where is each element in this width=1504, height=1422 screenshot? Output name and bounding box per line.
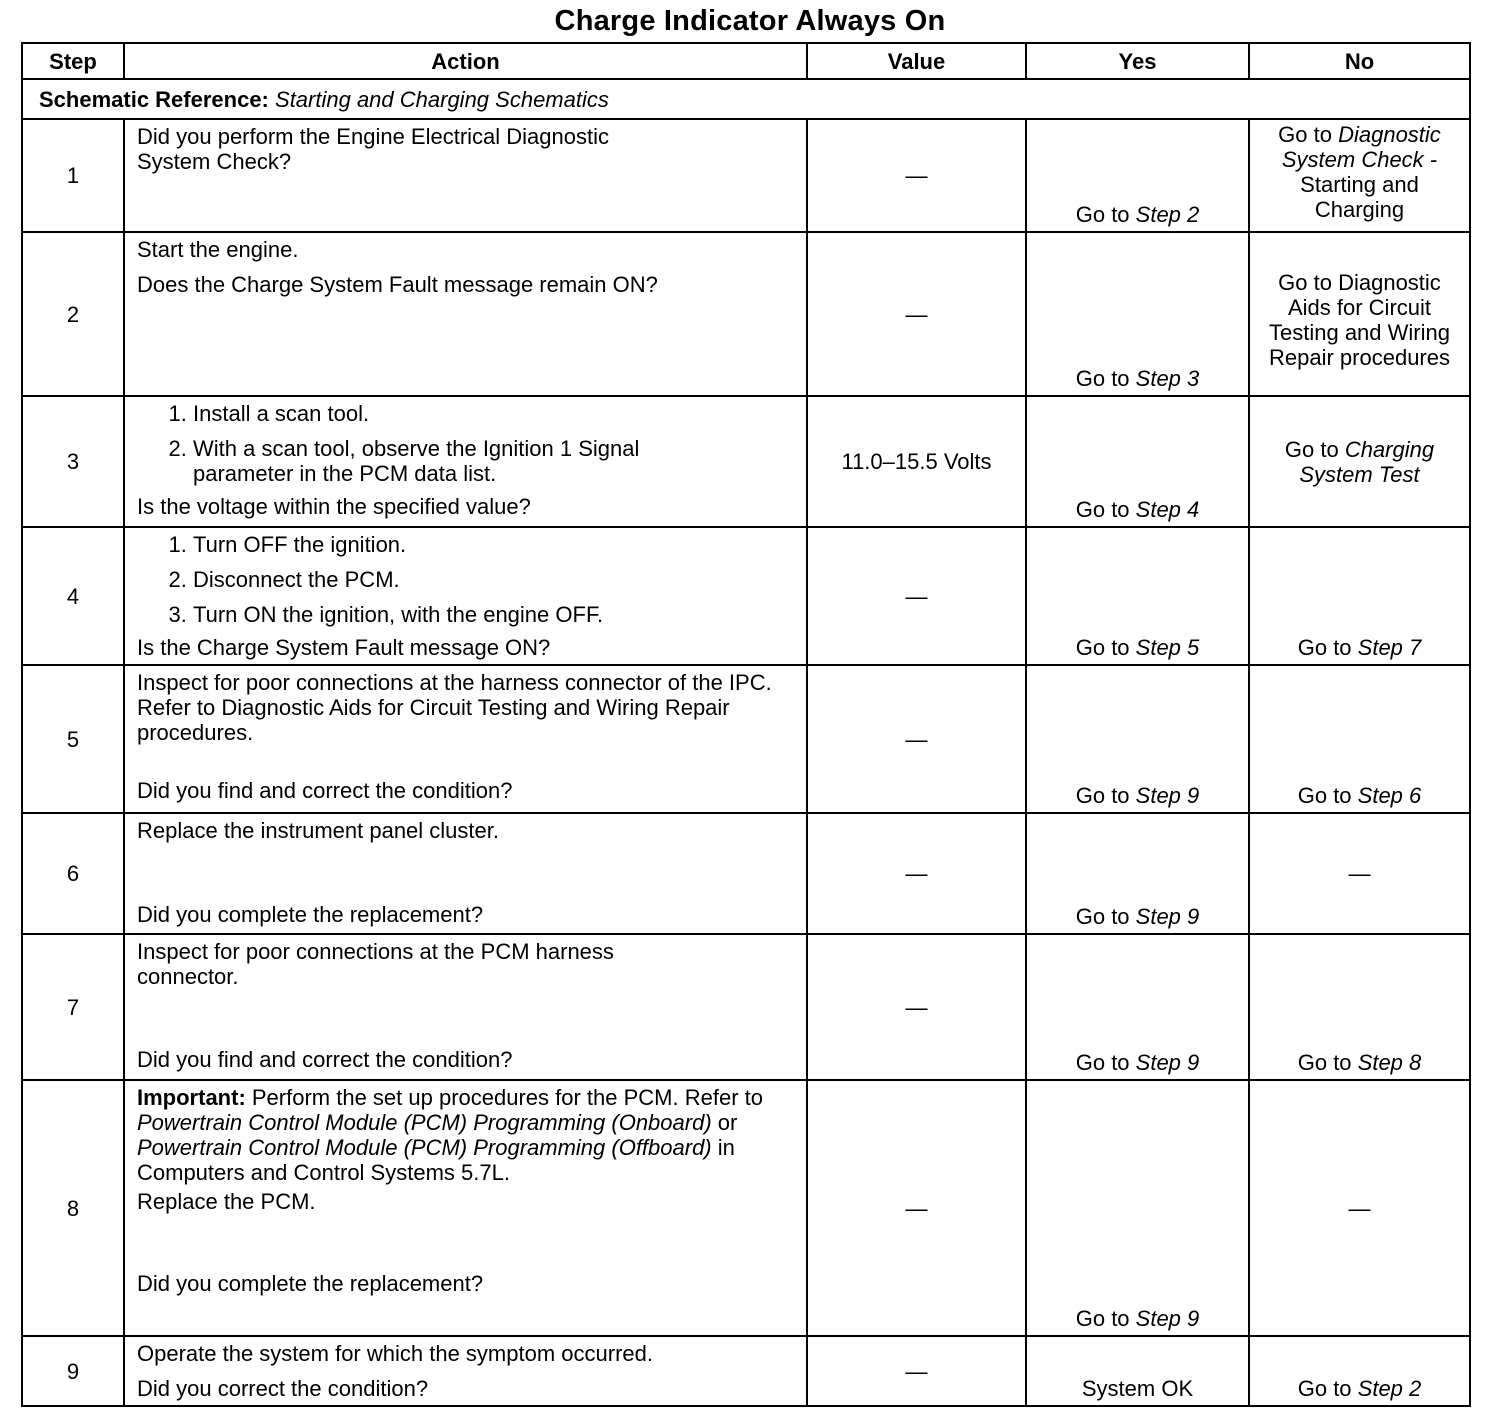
table-row (22, 119, 1470, 232)
no-link[interactable]: Step 7 (1357, 635, 1422, 660)
in-text: in Computers and Control Systems 5.7L. (137, 1135, 735, 1185)
step-number: 3 (22, 396, 124, 527)
yes-prefix: Go to (1075, 635, 1136, 660)
yes-prefix: Go to (1075, 783, 1136, 808)
value-cell: — (807, 934, 1026, 1080)
yes-cell (1026, 813, 1249, 934)
schematic-label: Schematic Reference: (39, 86, 269, 112)
no-suffix: Starting and Charging (1300, 172, 1419, 222)
no-prefix: Go to (1297, 1050, 1358, 1075)
header-row (22, 43, 1470, 79)
schematic-link[interactable]: Starting and Charging Schematics (275, 86, 609, 112)
list-item: 2. With a scan tool, observe the Ignition 1 Signal parameter in the PCM data list. (193, 436, 798, 486)
action-cell (124, 119, 807, 232)
page-title: Charge Indicator Always On (554, 5, 946, 37)
yes-link[interactable]: Step 9 (1135, 783, 1200, 808)
table-row (22, 934, 1470, 1080)
step-number: 1 (22, 119, 124, 232)
action-cell (124, 813, 807, 934)
yes-cell (1026, 527, 1249, 665)
action-cell (124, 396, 807, 527)
yes-link[interactable]: Step 4 (1135, 497, 1200, 522)
value-cell: — (807, 813, 1026, 934)
table-row (22, 665, 1470, 813)
action-text: Replace the instrument panel cluster. (137, 818, 499, 843)
action-text: Inspect for poor connections at the PCM harness connector. (137, 939, 614, 989)
value-cell: — (807, 1080, 1026, 1336)
header-action: Action (124, 43, 807, 79)
no-link[interactable]: Step 6 (1357, 783, 1422, 808)
yes-link[interactable]: Step 9 (1135, 1306, 1200, 1331)
yes-prefix: Go to (1075, 366, 1136, 391)
list-item: 2. Disconnect the PCM. (193, 567, 798, 592)
value-cell: — (807, 527, 1026, 665)
no-cell (1249, 232, 1470, 396)
yes-link[interactable]: Step 3 (1135, 366, 1200, 391)
yes-cell (1026, 1080, 1249, 1336)
value-cell: — (807, 119, 1026, 232)
no-cell (1249, 665, 1470, 813)
yes-cell (1026, 119, 1249, 232)
no-link[interactable]: Step 8 (1357, 1050, 1422, 1075)
step-number: 7 (22, 934, 124, 1080)
yes-link[interactable]: Step 5 (1135, 635, 1200, 660)
important-text: Perform the set up procedures for the PCM. Refer to (245, 1085, 763, 1110)
no-cell (1249, 934, 1470, 1080)
no-text[interactable]: Go to Diagnostic Aids for Circuit Testing and Wiring Repair procedures (1269, 270, 1450, 370)
action-text: Inspect for poor connections at the harness connector of the IPC. Refer to Diagnostic Aids for Circuit Testing and Wiring Repair procedures. (137, 670, 772, 745)
no-cell (1249, 1336, 1470, 1406)
no-link[interactable]: Diagnostic System Check - (1281, 122, 1441, 172)
header-step: Step (22, 43, 124, 79)
yes-cell (1026, 232, 1249, 396)
action-question: Did you correct the condition? (137, 1376, 429, 1401)
header-value: Value (807, 43, 1026, 79)
yes-cell (1026, 396, 1249, 527)
table-row (22, 527, 1470, 665)
diagnostic-table (21, 42, 1471, 1407)
yes-prefix: Go to (1075, 497, 1136, 522)
table-row (22, 396, 1470, 527)
step-number: 6 (22, 813, 124, 934)
action-question: Is the Charge System Fault message ON? (137, 635, 551, 660)
yes-cell (1026, 665, 1249, 813)
action-question: Did you complete the replacement? (137, 902, 484, 927)
step-number: 9 (22, 1336, 124, 1406)
action-cell (124, 1080, 807, 1336)
action-cell (124, 232, 807, 396)
reference-link-offboard[interactable]: Powertrain Control Module (PCM) Programming (Offboard) (137, 1135, 712, 1160)
no-cell (1249, 396, 1470, 527)
list-item: 1. Turn OFF the ignition. (193, 532, 798, 557)
yes-link[interactable]: Step 9 (1135, 1050, 1200, 1075)
no-cell (1249, 119, 1470, 232)
yes-link[interactable]: Step 9 (1135, 904, 1200, 929)
step-number: 5 (22, 665, 124, 813)
important-label: Important: (137, 1085, 246, 1110)
no-prefix: Go to (1297, 783, 1358, 808)
no-link[interactable]: Charging System Test (1299, 436, 1435, 487)
value-cell: — (807, 232, 1026, 396)
action-cell (124, 665, 807, 813)
action-cell (124, 1336, 807, 1406)
yes-prefix: Go to (1075, 904, 1136, 929)
value-cell: 11.0–15.5 Volts (807, 396, 1026, 527)
schematic-row (22, 79, 1470, 119)
action-question: Did you complete the replacement? (137, 1271, 484, 1296)
action-question: Does the Charge System Fault message remain ON? (137, 272, 658, 297)
yes-prefix: Go to (1075, 1050, 1136, 1075)
no-cell (1249, 527, 1470, 665)
yes-link[interactable]: Step 2 (1135, 202, 1200, 227)
yes-prefix: Go to (1075, 1306, 1136, 1331)
action-list (137, 532, 798, 627)
no-prefix: Go to (1284, 436, 1345, 462)
step-number: 4 (22, 527, 124, 665)
table-row (22, 1336, 1470, 1406)
header-no: No (1249, 43, 1470, 79)
action-text: Operate the system for which the symptom occurred. (137, 1341, 653, 1366)
table-row (22, 813, 1470, 934)
or-text: or (711, 1110, 738, 1135)
action-text: Did you perform the Engine Electrical Diagnostic System Check? (137, 124, 610, 174)
no-prefix: Go to (1278, 122, 1339, 147)
value-cell: — (807, 1336, 1026, 1406)
action-text: Start the engine. (137, 237, 299, 262)
no-link[interactable]: Step 2 (1357, 1376, 1422, 1401)
schematic-reference (22, 79, 1470, 119)
action-text: Replace the PCM. (137, 1189, 316, 1214)
step-number: 2 (22, 232, 124, 396)
action-question: Did you find and correct the condition? (137, 778, 513, 803)
important-note (137, 1085, 798, 1185)
action-cell (124, 934, 807, 1080)
step-number: 8 (22, 1080, 124, 1336)
no-prefix: Go to (1297, 1376, 1358, 1401)
action-question: Did you find and correct the condition? (137, 1047, 513, 1072)
no-prefix: Go to (1297, 635, 1358, 660)
action-cell (124, 527, 807, 665)
value-cell: — (807, 665, 1026, 813)
list-item: 1. Install a scan tool. (193, 401, 798, 426)
yes-cell: System OK (1026, 1336, 1249, 1406)
no-cell: — (1249, 1080, 1470, 1336)
action-question: Is the voltage within the specified value? (137, 494, 531, 519)
no-cell: — (1249, 813, 1470, 934)
list-item: 3. Turn ON the ignition, with the engine OFF. (193, 602, 798, 627)
table-row (22, 232, 1470, 396)
table-row (22, 1080, 1470, 1336)
yes-prefix: Go to (1075, 202, 1136, 227)
reference-link-onboard[interactable]: Powertrain Control Module (PCM) Programming (Onboard) (137, 1110, 712, 1135)
action-list (137, 401, 798, 486)
header-yes: Yes (1026, 43, 1249, 79)
yes-cell (1026, 934, 1249, 1080)
